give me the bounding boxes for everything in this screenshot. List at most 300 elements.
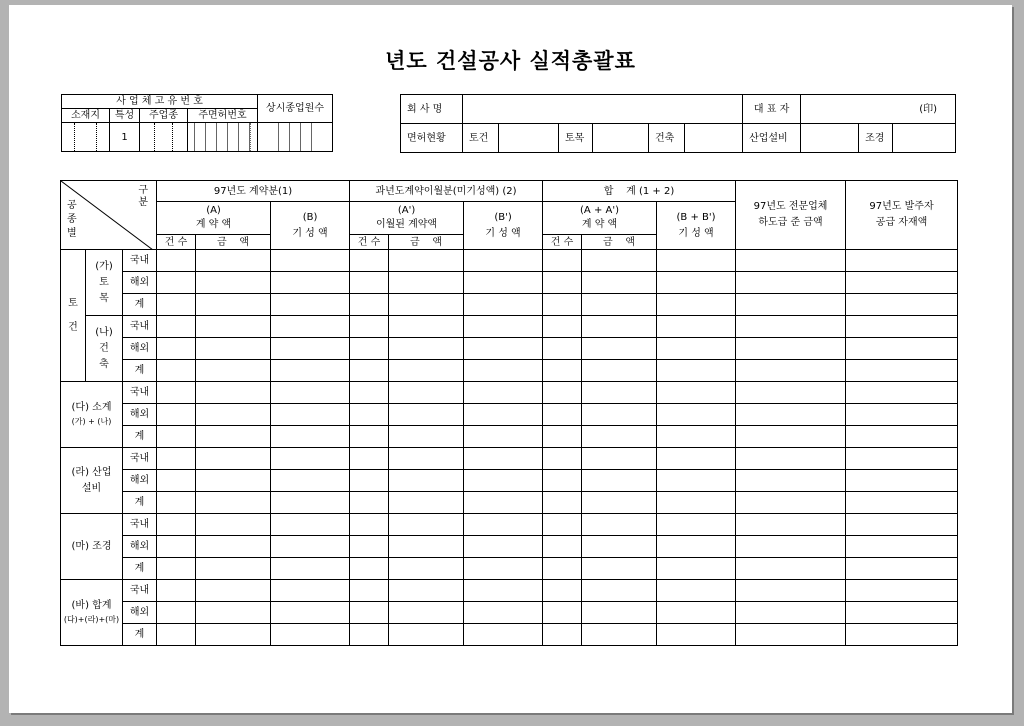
data-cell[interactable] <box>464 448 543 470</box>
group-tojeon <box>61 250 86 382</box>
data-cell[interactable] <box>657 316 736 338</box>
data-cell[interactable] <box>196 250 271 272</box>
data-cell[interactable] <box>271 624 350 646</box>
data-cell[interactable] <box>196 316 271 338</box>
data-cell[interactable] <box>196 426 271 448</box>
data-cell[interactable] <box>736 448 846 470</box>
data-cell[interactable] <box>157 536 196 558</box>
data-cell[interactable] <box>157 360 196 382</box>
data-cell[interactable] <box>846 580 958 602</box>
data-cell[interactable] <box>389 250 464 272</box>
data-cell[interactable] <box>350 294 389 316</box>
group-grand-total-label: (바) 합계 <box>71 599 112 611</box>
data-cell[interactable] <box>389 294 464 316</box>
data-cell[interactable] <box>350 558 389 580</box>
license-tojeon-field[interactable] <box>499 124 559 153</box>
table-row <box>61 448 958 470</box>
data-cell[interactable] <box>389 536 464 558</box>
data-cell[interactable] <box>657 514 736 536</box>
data-cell[interactable] <box>271 602 350 624</box>
data-cell[interactable] <box>196 272 271 294</box>
data-cell[interactable] <box>736 360 846 382</box>
license-tojeon-label: 토건 <box>463 124 499 153</box>
row-kind-label: 계 <box>123 294 157 316</box>
data-cell[interactable] <box>582 624 657 646</box>
data-cell[interactable] <box>657 492 736 514</box>
subgroup-tomok-label: (가) 토 목 <box>95 260 113 304</box>
license-industrial-field[interactable] <box>801 124 859 153</box>
data-cell[interactable] <box>846 360 958 382</box>
data-cell[interactable] <box>389 558 464 580</box>
table-row <box>61 250 958 272</box>
data-cell[interactable] <box>389 272 464 294</box>
data-cell[interactable] <box>736 602 846 624</box>
data-cell[interactable] <box>582 294 657 316</box>
data-cell[interactable] <box>350 404 389 426</box>
data-cell[interactable] <box>389 316 464 338</box>
corner-top-label: 구 분 <box>138 185 149 208</box>
data-cell[interactable] <box>543 382 582 404</box>
row-kind-label: 국내 <box>123 448 157 470</box>
table-row <box>61 536 958 558</box>
data-cell[interactable] <box>543 536 582 558</box>
data-cell[interactable] <box>350 448 389 470</box>
group-subtotal-label: (다) 소계 <box>71 401 112 413</box>
col-sum-a-header: (A + A') 계 약 액 <box>543 202 657 235</box>
table-row <box>61 624 958 646</box>
col-characteristic: 특성 <box>110 109 140 123</box>
table-row <box>61 360 958 382</box>
data-cell[interactable] <box>736 624 846 646</box>
representative-label: 대 표 자 <box>743 95 801 124</box>
data-cell[interactable] <box>582 338 657 360</box>
data-cell[interactable] <box>350 624 389 646</box>
data-cell[interactable] <box>271 360 350 382</box>
data-cell[interactable] <box>350 360 389 382</box>
data-cell[interactable] <box>846 624 958 646</box>
table-row <box>61 338 958 360</box>
data-cell[interactable] <box>464 492 543 514</box>
employees-header: 상시종업원수 <box>258 95 333 123</box>
data-cell[interactable] <box>736 338 846 360</box>
group-industrial-label: (라) 산업 설비 <box>71 466 112 494</box>
data-cell[interactable] <box>736 250 846 272</box>
data-cell[interactable] <box>582 360 657 382</box>
data-cell[interactable] <box>657 602 736 624</box>
data-cell[interactable] <box>389 360 464 382</box>
col-main-industry: 주업종 <box>140 109 188 123</box>
count-header: 건 수 <box>157 235 196 250</box>
data-cell[interactable] <box>657 558 736 580</box>
table-row <box>61 602 958 624</box>
data-cell[interactable] <box>464 624 543 646</box>
license-tomok-label: 토목 <box>559 124 593 153</box>
row-kind-label: 계 <box>123 426 157 448</box>
data-cell[interactable] <box>157 316 196 338</box>
group-tojeon-label: 토 건 <box>68 297 78 333</box>
performance-summary-table <box>60 180 958 646</box>
data-cell[interactable] <box>736 404 846 426</box>
data-cell[interactable] <box>157 272 196 294</box>
table-row <box>61 492 958 514</box>
subgroup-tomok <box>86 250 123 316</box>
data-cell[interactable] <box>846 404 958 426</box>
data-cell[interactable] <box>350 514 389 536</box>
employees-cell[interactable] <box>258 123 333 152</box>
col-sum-b-header: (B + B') 기 성 액 <box>657 202 736 250</box>
data-cell[interactable] <box>846 338 958 360</box>
group-subtotal <box>61 382 123 448</box>
license-status-label: 면허현황 <box>401 124 463 153</box>
data-cell[interactable] <box>464 272 543 294</box>
data-cell[interactable] <box>350 492 389 514</box>
data-cell[interactable] <box>157 558 196 580</box>
row-kind-label: 계 <box>123 624 157 646</box>
data-cell[interactable] <box>582 580 657 602</box>
document-sheet <box>9 5 1012 713</box>
data-cell[interactable] <box>582 316 657 338</box>
company-name-field[interactable] <box>463 95 743 124</box>
data-cell[interactable] <box>350 426 389 448</box>
col-subcontract-header: 97년도 전문업체 하도급 준 금액 <box>736 181 846 250</box>
data-cell[interactable] <box>657 404 736 426</box>
data-cell[interactable] <box>196 404 271 426</box>
row-kind-label: 국내 <box>123 250 157 272</box>
data-cell[interactable] <box>846 294 958 316</box>
data-cell[interactable] <box>271 448 350 470</box>
data-cell[interactable] <box>846 426 958 448</box>
data-cell[interactable] <box>196 382 271 404</box>
data-cell[interactable] <box>736 558 846 580</box>
data-cell[interactable] <box>464 514 543 536</box>
data-cell[interactable] <box>464 602 543 624</box>
data-cell[interactable] <box>271 426 350 448</box>
data-cell[interactable] <box>271 492 350 514</box>
data-cell[interactable] <box>582 404 657 426</box>
data-cell[interactable] <box>543 250 582 272</box>
license-geonchuk-field[interactable] <box>685 124 743 153</box>
amount-header: 금 액 <box>582 235 657 250</box>
data-cell[interactable] <box>582 602 657 624</box>
data-cell[interactable] <box>271 470 350 492</box>
data-cell[interactable] <box>543 448 582 470</box>
data-cell[interactable] <box>350 602 389 624</box>
data-cell[interactable] <box>543 602 582 624</box>
corner-bottom-label: 공 종 별 <box>67 200 77 239</box>
row-kind-label: 국내 <box>123 580 157 602</box>
data-cell[interactable] <box>350 382 389 404</box>
row-kind-label: 해외 <box>123 338 157 360</box>
data-cell[interactable] <box>543 404 582 426</box>
data-cell[interactable] <box>543 360 582 382</box>
data-cell[interactable] <box>389 426 464 448</box>
table-row <box>61 316 958 338</box>
characteristic-cell[interactable]: 1 <box>110 123 140 152</box>
data-cell[interactable] <box>464 470 543 492</box>
data-cell[interactable] <box>582 382 657 404</box>
row-kind-label: 해외 <box>123 272 157 294</box>
data-cell[interactable] <box>582 426 657 448</box>
row-kind-label: 계 <box>123 558 157 580</box>
data-cell[interactable] <box>464 558 543 580</box>
data-cell[interactable] <box>657 536 736 558</box>
data-cell[interactable] <box>846 316 958 338</box>
table-row <box>61 426 958 448</box>
data-cell[interactable] <box>543 492 582 514</box>
data-cell[interactable] <box>657 426 736 448</box>
representative-field[interactable] <box>801 95 956 124</box>
group-97-header: 97년도 계약분(1) <box>157 181 350 202</box>
row-kind-label: 국내 <box>123 382 157 404</box>
company-id-table <box>61 94 333 152</box>
data-cell[interactable] <box>464 360 543 382</box>
data-cell[interactable] <box>464 316 543 338</box>
data-cell[interactable] <box>464 338 543 360</box>
license-geonchuk-label: 건축 <box>649 124 685 153</box>
table-row <box>61 514 958 536</box>
seal-label: (印) <box>919 103 938 115</box>
group-landscape <box>61 514 123 580</box>
data-cell[interactable] <box>350 536 389 558</box>
company-name-label: 회 사 명 <box>401 95 463 124</box>
page-title: 년도 건설공사 실적총괄표 <box>385 49 636 73</box>
data-cell[interactable] <box>736 536 846 558</box>
data-cell[interactable] <box>389 470 464 492</box>
data-cell[interactable] <box>196 492 271 514</box>
data-cell[interactable] <box>389 404 464 426</box>
data-cell[interactable] <box>657 580 736 602</box>
col-location: 소재지 <box>62 109 110 123</box>
data-cell[interactable] <box>736 426 846 448</box>
group-total-header: 합 계 (1 + 2) <box>543 181 736 202</box>
row-kind-label: 해외 <box>123 404 157 426</box>
license-landscape-field[interactable] <box>893 124 956 153</box>
data-cell[interactable] <box>389 448 464 470</box>
data-cell[interactable] <box>846 272 958 294</box>
data-cell[interactable] <box>196 470 271 492</box>
data-cell[interactable] <box>543 294 582 316</box>
location-cell[interactable] <box>62 123 110 152</box>
amount-header: 금 액 <box>196 235 271 250</box>
data-cell[interactable] <box>271 404 350 426</box>
data-cell[interactable] <box>736 382 846 404</box>
row-kind-label: 계 <box>123 492 157 514</box>
data-cell[interactable] <box>196 338 271 360</box>
data-cell[interactable] <box>464 536 543 558</box>
data-cell[interactable] <box>271 294 350 316</box>
data-cell[interactable] <box>196 360 271 382</box>
col-supply-header: 97년도 발주자 공급 자재액 <box>846 181 958 250</box>
data-cell[interactable] <box>846 558 958 580</box>
data-cell[interactable] <box>350 316 389 338</box>
data-cell[interactable] <box>582 448 657 470</box>
col-a2-header: (A') 이월된 계약액 <box>350 202 464 235</box>
company-id-header: 사 업 체 고 유 번 호 <box>62 95 258 109</box>
row-kind-label: 계 <box>123 360 157 382</box>
license-no-cell[interactable] <box>188 123 258 152</box>
data-cell[interactable] <box>350 250 389 272</box>
col-b2-header: (B') 기 성 액 <box>464 202 543 250</box>
data-cell[interactable] <box>196 448 271 470</box>
data-cell[interactable] <box>657 448 736 470</box>
data-cell[interactable] <box>271 382 350 404</box>
license-industrial-label: 산업설비 <box>743 124 801 153</box>
data-cell[interactable] <box>157 514 196 536</box>
data-cell[interactable] <box>350 470 389 492</box>
count-header: 건 수 <box>543 235 582 250</box>
data-cell[interactable] <box>157 426 196 448</box>
data-cell[interactable] <box>582 536 657 558</box>
data-cell[interactable] <box>543 470 582 492</box>
group-industrial <box>61 448 123 514</box>
group-prev-header: 과년도계약이월분(미기성액) (2) <box>350 181 543 202</box>
data-cell[interactable] <box>582 272 657 294</box>
subgroup-geonchuk-label: (나) 건 축 <box>95 326 113 370</box>
data-cell[interactable] <box>271 316 350 338</box>
table-row <box>61 558 958 580</box>
data-cell[interactable] <box>543 514 582 536</box>
data-cell[interactable] <box>196 294 271 316</box>
license-landscape-label: 조경 <box>859 124 893 153</box>
data-cell[interactable] <box>657 338 736 360</box>
data-cell[interactable] <box>196 624 271 646</box>
data-cell[interactable] <box>464 404 543 426</box>
data-cell[interactable] <box>582 558 657 580</box>
data-cell[interactable] <box>736 492 846 514</box>
data-cell[interactable] <box>582 250 657 272</box>
data-cell[interactable] <box>157 294 196 316</box>
data-cell[interactable] <box>157 404 196 426</box>
data-cell[interactable] <box>350 580 389 602</box>
group-grand-total-note: (다)+(라)+(마) <box>63 614 120 624</box>
data-cell[interactable] <box>543 624 582 646</box>
row-kind-label: 국내 <box>123 514 157 536</box>
data-cell[interactable] <box>157 602 196 624</box>
amount-header: 금 액 <box>389 235 464 250</box>
table-row <box>61 470 958 492</box>
col-a-header: (A) 계 약 액 <box>157 202 271 235</box>
col-license-no: 주면허번호 <box>188 109 258 123</box>
license-tomok-field[interactable] <box>593 124 649 153</box>
group-subtotal-note: (가) + (나) <box>71 416 112 426</box>
data-cell[interactable] <box>389 602 464 624</box>
data-cell[interactable] <box>846 514 958 536</box>
company-info-table <box>400 94 956 153</box>
data-cell[interactable] <box>846 602 958 624</box>
data-cell[interactable] <box>389 580 464 602</box>
table-row <box>61 404 958 426</box>
data-cell[interactable] <box>657 470 736 492</box>
data-cell[interactable] <box>157 492 196 514</box>
data-cell[interactable] <box>657 250 736 272</box>
data-cell[interactable] <box>736 470 846 492</box>
data-cell[interactable] <box>271 514 350 536</box>
data-cell[interactable] <box>657 272 736 294</box>
data-cell[interactable] <box>543 338 582 360</box>
data-cell[interactable] <box>846 250 958 272</box>
data-cell[interactable] <box>846 470 958 492</box>
table-row <box>61 272 958 294</box>
data-cell[interactable] <box>736 580 846 602</box>
data-cell[interactable] <box>464 580 543 602</box>
data-cell[interactable] <box>846 448 958 470</box>
data-cell[interactable] <box>196 602 271 624</box>
data-cell[interactable] <box>271 558 350 580</box>
group-landscape-label: (마) 조경 <box>71 540 112 552</box>
data-cell[interactable] <box>157 580 196 602</box>
data-cell[interactable] <box>157 250 196 272</box>
data-cell[interactable] <box>846 536 958 558</box>
group-grand-total <box>61 580 123 646</box>
data-cell[interactable] <box>657 624 736 646</box>
data-cell[interactable] <box>582 470 657 492</box>
data-cell[interactable] <box>350 272 389 294</box>
data-cell[interactable] <box>389 492 464 514</box>
corner-cell <box>61 181 157 250</box>
data-cell[interactable] <box>543 558 582 580</box>
data-cell[interactable] <box>464 250 543 272</box>
table-row <box>61 382 958 404</box>
data-cell[interactable] <box>196 580 271 602</box>
data-cell[interactable] <box>271 250 350 272</box>
data-cell[interactable] <box>389 382 464 404</box>
data-cell[interactable] <box>736 514 846 536</box>
data-cell[interactable] <box>271 338 350 360</box>
data-cell[interactable] <box>657 294 736 316</box>
subgroup-geonchuk <box>86 316 123 382</box>
data-cell[interactable] <box>271 272 350 294</box>
data-cell[interactable] <box>389 338 464 360</box>
row-kind-label: 국내 <box>123 316 157 338</box>
table-row <box>61 580 958 602</box>
data-cell[interactable] <box>736 316 846 338</box>
data-cell[interactable] <box>464 426 543 448</box>
count-header: 건 수 <box>350 235 389 250</box>
data-cell[interactable] <box>464 382 543 404</box>
data-cell[interactable] <box>543 426 582 448</box>
data-cell[interactable] <box>543 316 582 338</box>
data-cell[interactable] <box>271 536 350 558</box>
data-cell[interactable] <box>271 580 350 602</box>
main-industry-cell[interactable] <box>140 123 188 152</box>
data-cell[interactable] <box>389 514 464 536</box>
data-cell[interactable] <box>582 492 657 514</box>
data-cell[interactable] <box>736 294 846 316</box>
data-cell[interactable] <box>657 382 736 404</box>
col-b-header: (B) 기 성 액 <box>271 202 350 250</box>
data-cell[interactable] <box>846 492 958 514</box>
data-cell[interactable] <box>736 272 846 294</box>
data-cell[interactable] <box>157 382 196 404</box>
data-cell[interactable] <box>543 272 582 294</box>
data-cell[interactable] <box>582 514 657 536</box>
data-cell[interactable] <box>196 536 271 558</box>
data-cell[interactable] <box>196 558 271 580</box>
data-cell[interactable] <box>657 360 736 382</box>
data-cell[interactable] <box>464 294 543 316</box>
row-kind-label: 해외 <box>123 470 157 492</box>
data-cell[interactable] <box>157 624 196 646</box>
data-cell[interactable] <box>157 338 196 360</box>
data-cell[interactable] <box>157 470 196 492</box>
data-cell[interactable] <box>543 580 582 602</box>
data-cell[interactable] <box>157 448 196 470</box>
data-cell[interactable] <box>196 514 271 536</box>
data-cell[interactable] <box>846 382 958 404</box>
table-row <box>61 294 958 316</box>
data-cell[interactable] <box>350 338 389 360</box>
data-cell[interactable] <box>389 624 464 646</box>
